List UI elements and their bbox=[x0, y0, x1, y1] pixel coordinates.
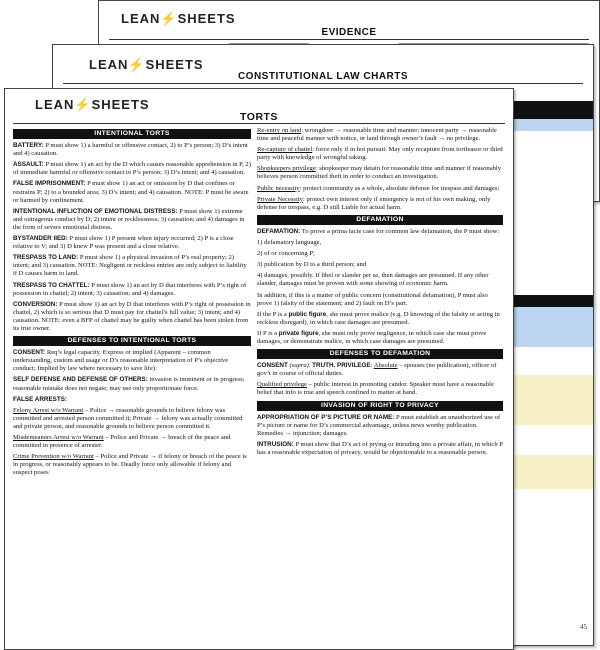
crime-prevention-rule bbox=[13, 453, 251, 477]
term: TRESPASS TO LAND: bbox=[13, 254, 79, 262]
term: BYSTANDER IIED: bbox=[13, 235, 68, 243]
qualified-privilege-rule bbox=[257, 381, 503, 397]
iied-rule bbox=[13, 208, 251, 232]
defamation-note: In addition, if this is a matter of public concern (constitutional defamation), P must also prove 1) falsity of the statement; and 2) fault on D’s part. bbox=[257, 291, 488, 307]
subterm: Re-capture of chattel bbox=[257, 146, 313, 154]
defamation-element: 1) defamatory language, bbox=[257, 239, 322, 247]
brand-logo bbox=[121, 11, 236, 27]
term: INTENTIONAL INFLICTION OF EMOTIONAL DISTRESS: bbox=[13, 207, 178, 215]
bystander-rule bbox=[13, 235, 251, 251]
rule-text: P must show 1) a harmful or offensive contact, 2) to P’s person; 3) D’s intent and 4) causation. bbox=[13, 142, 248, 158]
intrusion-rule bbox=[257, 441, 503, 457]
term: private figure bbox=[278, 329, 319, 337]
felony-arrest-rule bbox=[13, 407, 251, 431]
chart-cell bbox=[511, 119, 593, 131]
rule-text: : bbox=[370, 362, 374, 370]
term: INTRUSION: bbox=[257, 440, 294, 448]
sheet-title: EVIDENCE bbox=[321, 27, 377, 38]
logo-text: SHEETS bbox=[177, 11, 236, 26]
public-necessity-rule bbox=[257, 185, 503, 193]
self-defense-rule bbox=[13, 376, 251, 392]
consent-rule bbox=[13, 349, 251, 373]
bolt-icon: ⚡ bbox=[160, 11, 178, 26]
rule-text: P must establish an unauthorized use of P’s picture or name for D’s commercial advantage, unless news worthy publication. Remedies → injunction; damages. bbox=[257, 413, 501, 437]
term: public figure bbox=[288, 310, 327, 318]
term: ASSAULT: bbox=[13, 161, 44, 169]
private-figure-rule bbox=[257, 330, 503, 346]
rule-text: – spouses (no publication), officer of gov’t in course of official duties. bbox=[257, 362, 497, 378]
subterm: Misdemeanors Arrest w/o Warrant bbox=[13, 434, 104, 441]
left-column bbox=[13, 127, 251, 480]
recapture-rule bbox=[257, 146, 503, 162]
rule-text: If P is a bbox=[257, 329, 279, 337]
trespass-chattel-rule bbox=[13, 282, 251, 298]
chart-cell bbox=[511, 307, 593, 347]
term: FALSE IMPRISONMENT: bbox=[13, 180, 86, 188]
subterm: Public necessity bbox=[257, 184, 300, 192]
chart-cell bbox=[511, 455, 593, 489]
title-divider bbox=[63, 83, 583, 84]
rule-text: – Police → reasonable grounds to believe felony was committed and arrested person committed it; Private → felony was actually committed and private person, and reasonable grounds to believe person committed it. bbox=[13, 406, 243, 430]
misdemeanor-arrest-rule bbox=[13, 434, 251, 450]
rule-text: P must show 1) an act by the D which causes reasonable apprehension in P, 2) of immediate harmful or offensive contact to P’s person; 3) D’s intent; and 4) causation. bbox=[13, 161, 251, 177]
subterm: Private Necessity bbox=[257, 195, 303, 203]
logo-text: SHEETS bbox=[145, 57, 204, 72]
bolt-icon: ⚡ bbox=[128, 57, 146, 72]
rule-text: P must show 1) P present when injury occurred; 2) P is a close relative to V; and 3) D knew P was present and a close relative. bbox=[13, 235, 234, 251]
rule-text: P must show 1) a physical invasion of P’s real property; 2) intent; and 3) causation. NOTE: Negligent or reckless entries are only subject to liability if D causes harm to land. bbox=[13, 254, 247, 278]
subterm: Absolute bbox=[373, 362, 398, 370]
section-header: DEFENSES TO DEFAMATION bbox=[257, 349, 503, 359]
section-header: INTENTIONAL TORTS bbox=[13, 129, 251, 139]
page-number: 45 bbox=[580, 623, 587, 631]
chart-cell bbox=[511, 375, 593, 425]
rule-text: P must show 1) an act or omission by D that confines or restrains P; 2) to a bounded area; 3) D’s intent; and 4) causation. NOTE: P must be aware or harmed by confinement. bbox=[13, 180, 249, 204]
rule-text: : force only if in hot pursuit. May only recapture from tortfeasor or third party with knowledge of wrongful taking. bbox=[257, 146, 503, 162]
defamation-rule bbox=[257, 228, 503, 236]
shopkeeper-rule bbox=[257, 165, 503, 181]
rule-text: Req’s legal capacity. Express or implied (Apparent – common understanding, custom and usage or D’s reasonable interpretation of P’s objective conduct; Implied by law where necessary to save life). bbox=[13, 349, 229, 373]
term: SELF DEFENSE AND DEFENSE OF OTHERS: bbox=[13, 376, 148, 384]
term: TRUTH. PRIVILEGE bbox=[312, 362, 371, 370]
rule-text: , she must only prove negligence, in which case she must prove damages, or demonstrate malice, in which case damages are presumed. bbox=[257, 329, 487, 345]
false-arrests-heading bbox=[13, 396, 251, 404]
subterm: Shopkeepers privilege bbox=[257, 165, 316, 173]
assault-rule bbox=[13, 161, 251, 177]
reentry-rule bbox=[257, 127, 503, 143]
bolt-icon: ⚡ bbox=[74, 97, 92, 112]
subterm: Re-entry on land bbox=[257, 127, 302, 134]
sheet-title: TORTS bbox=[240, 111, 278, 123]
defamation-element: 3) publication by D to a third person; and bbox=[257, 261, 367, 269]
rule-text: P must show that D’s act of prying or intruding into a private affair, in which P has a reasonable expectation of privacy, would be objectionable to a reasonable person. bbox=[257, 440, 503, 456]
logo-text: LEAN bbox=[121, 11, 161, 26]
false-imprisonment-rule bbox=[13, 180, 251, 204]
logo-text: LEAN bbox=[89, 57, 129, 72]
term: CONVERSION: bbox=[13, 300, 58, 308]
rule-text: P must show 1) an act by D that interferes with P’s right of possession in chattel, 2) which is so serious that D must pay for chattel’s full value; 3) intent; and 4) causation. NOTE: even a BFP of chattel may be guilty when chattel has been stolen from its true owner. bbox=[13, 300, 251, 332]
subterm: Crime Prevention w/o Warrant bbox=[13, 453, 94, 461]
subterm: Qualified privilege bbox=[257, 381, 307, 389]
rule-text: If the P is a bbox=[257, 310, 289, 318]
defamation-element: 4) damages, possibly. If libel or slander per se, then damages are presumed. If any other slander, damages must be proven with some showing of economic harm. bbox=[257, 272, 489, 288]
rule-text: P must show 1) an act by D that interferes with P’s right of possession in chattel; 2) intent; 3) causation; and 4) damages. bbox=[13, 281, 247, 297]
rule-text: P must show 1) extreme and outrageous conduct by D; 2) intent or recklessness; 3) causation; and 4) damages in the form of severe emotional distress. bbox=[13, 207, 245, 231]
defamation-element: 2) of or concerning P; bbox=[257, 250, 315, 258]
rule-text: , she must prove malice (e.g. D knowing of the falsity or acting in reckless disregard), in which case damages are presumed. bbox=[257, 310, 500, 326]
title-divider bbox=[13, 123, 505, 124]
trespass-land-rule bbox=[13, 254, 251, 278]
term: DEFAMATION: bbox=[257, 227, 301, 235]
public-figure-rule bbox=[257, 311, 503, 327]
header-band bbox=[511, 295, 593, 307]
term: BATTERY: bbox=[13, 142, 44, 150]
term: CONSENT bbox=[257, 362, 288, 370]
rule-text: : protect community as a whole, absolute defense for trespass and damages; bbox=[299, 184, 500, 192]
section-header: DEFENSES TO INTENTIONAL TORTS bbox=[13, 336, 251, 346]
rule-text: : shopkeeper may detain for reasonable time and manner if reasonably believes person committed theft in order to conduct an investigation. bbox=[257, 165, 502, 181]
subterm: Felony Arrest w/o Warrant bbox=[13, 406, 84, 414]
conversion-rule bbox=[13, 301, 251, 333]
rule-text: – Police and Private → breach of the peace and committed in presence of arrester. bbox=[13, 434, 231, 450]
section-header: INVASION OF RIGHT TO PRIVACY bbox=[257, 401, 503, 411]
title-divider bbox=[109, 39, 589, 40]
rule-text: – Police and Private → if felony or breach of the peace is in progress, or reasonably appears to be. Deadly force only allowable if felony and suspect poses bbox=[13, 453, 247, 477]
torts-sheet bbox=[4, 88, 514, 650]
rule-text: : wrongdoer → reasonable time and manner; innocent party → reasonable time and peaceful manner with notice, or land through owner’s fault → no privilege. bbox=[257, 127, 497, 143]
logo-text: LEAN bbox=[35, 97, 75, 112]
battery-rule bbox=[13, 142, 251, 158]
rule-text: (supra). bbox=[287, 362, 313, 370]
consent-truth-privilege-rule bbox=[257, 362, 503, 378]
appropriation-rule bbox=[257, 414, 503, 438]
sheet-title: CONSTITUTIONAL LAW CHARTS bbox=[237, 71, 409, 82]
rule-text: : protect own interest only if emergency is not of his own making, only defense for trespass, e.g. D still Liable for actual harm. bbox=[257, 195, 491, 211]
term: CONSENT: bbox=[13, 349, 46, 357]
header-band bbox=[511, 101, 593, 119]
rule-text: To prove a prima facie case for common law defamation, the P must show: bbox=[300, 227, 500, 235]
term: APPROPRIATION OF P’S PICTURE OR NAME: bbox=[257, 413, 395, 421]
rule-text: – public interest in promoting candor. Speaker must have a reasonable belief that info is true and speech confined to matter at hand. bbox=[257, 381, 494, 397]
section-header: DEFAMATION bbox=[257, 215, 503, 225]
right-column bbox=[257, 127, 503, 460]
private-necessity-rule bbox=[257, 196, 503, 212]
term: FALSE ARRESTS: bbox=[13, 395, 67, 403]
term: TRESPASS TO CHATTEL: bbox=[13, 281, 90, 289]
rule-text: invasion is imminent or in progress; reasonable mistake does not negate; may use only proportionate force. bbox=[13, 376, 245, 392]
logo-text: SHEETS bbox=[91, 97, 150, 112]
